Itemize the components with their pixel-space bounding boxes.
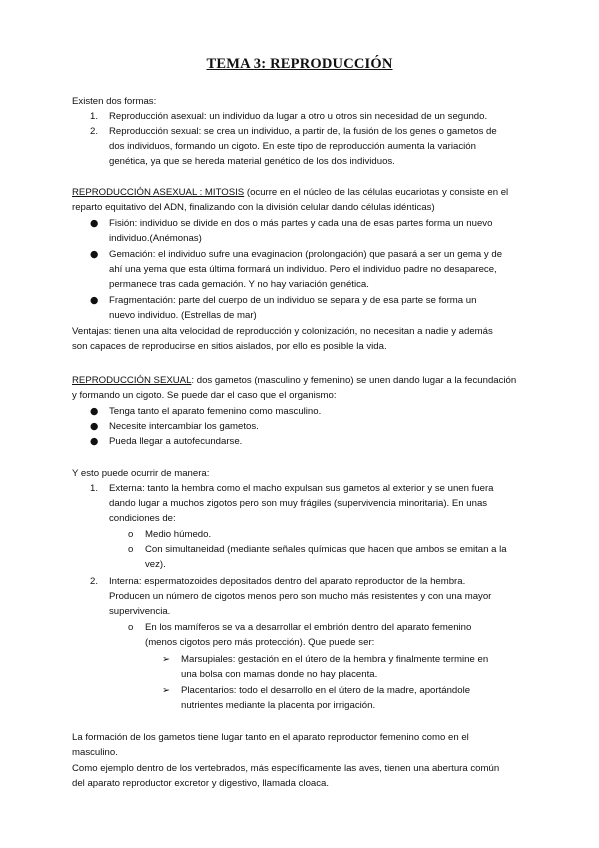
arrow-item-text: Marsupiales: gestación en el útero de la hembra y finalmente termine en	[181, 654, 489, 665]
page-title: TEMA 3: REPRODUCCIÓN	[206, 56, 393, 72]
list-item-text: supervivencia.	[109, 606, 171, 617]
paragraph-line: Como ejemplo dentro de los vertebrados, más específicamente las aves, tienen una abertura común	[72, 763, 500, 774]
bullet-text: nuevo individuo. (Estrellas de mar)	[109, 310, 257, 321]
paragraph-line: y formando un cigoto. Se puede dar el caso que el organismo:	[72, 390, 337, 401]
list-number: 2.	[90, 126, 99, 137]
bullet-text: permanece tras cada gemación. Y no hay variación genética.	[109, 279, 369, 290]
list-item-text: dos individuos, formando un cigoto. En este tipo de reproducción aumenta la variación	[109, 141, 476, 152]
bullet-text: Tenga tanto el aparato femenino como masculino.	[109, 406, 322, 417]
bullet-text: Fragmentación: parte del cuerpo de un individuo se separa y de esa parte se forma un	[109, 295, 477, 306]
bullet-icon: ●	[90, 295, 99, 306]
section-heading-line	[72, 373, 516, 388]
arrow-bullet-icon: ➢	[162, 685, 171, 696]
list-item-text: dando lugar a muchos zigotos pero son muy frágiles (supervivencia minoritaria). En unas	[109, 498, 488, 509]
list-item-text: Producen un número de cigotos menos pero son mucho más resistentes y con una mayor	[109, 591, 492, 602]
paragraph-line: Y esto puede ocurrir de manera:	[72, 468, 210, 479]
sub-item-text: En los mamíferos se va a desarrollar el embrión dentro del aparato femenino	[145, 622, 472, 633]
paragraph-line: del aparato reproductor excretor y digestivo, llamada cloaca.	[72, 778, 330, 789]
ventajas-text: Ventajas: tienen una alta velocidad de reproducción y colonización, no necesitan a nadie y además	[72, 326, 493, 337]
bullet-icon: ●	[90, 249, 99, 260]
list-number: 1.	[90, 483, 99, 494]
list-number: 2.	[90, 576, 99, 587]
circle-bullet-icon: o	[128, 622, 134, 633]
bullet-icon: ●	[90, 218, 99, 229]
list-item-text: condiciones de:	[109, 513, 176, 524]
paragraph-line: reparto equitativo del ADN, finalizando con la división celular dando células idénticas)	[72, 202, 435, 213]
bullet-text: Fisión: individuo se divide en dos o más partes y cada una de esas partes forma un nuevo	[109, 218, 493, 229]
ventajas-text: son capaces de reproducirse en sitios aislados, por ello es posible la vida.	[72, 341, 387, 352]
list-item-text: Reproducción sexual: se crea un individuo, a partir de, la fusión de los genes o gametos de	[109, 126, 497, 137]
sub-item-text: vez).	[145, 559, 166, 570]
intro-text: Existen dos formas:	[72, 96, 157, 107]
bullet-text: Gemación: el individuo sufre una evaginacion (prolongación) que pasará a ser un gema y de	[109, 249, 503, 260]
arrow-item-text: una bolsa con mamas donde no hay placenta.	[181, 669, 378, 680]
paragraph-line: masculino.	[72, 747, 118, 758]
paragraph-line: La formación de los gametos tiene lugar tanto en el aparato reproductor femenino como en el	[72, 732, 469, 743]
sub-item-text: Con simultaneidad (mediante señales químicas que hacen que ambos se emitan a la	[145, 544, 507, 555]
list-item-text: genética, ya que se hereda material genético de los dos individuos.	[109, 156, 395, 167]
arrow-bullet-icon: ➢	[162, 654, 171, 665]
section-heading-line	[72, 185, 508, 200]
asexual-heading: REPRODUCCIÓN ASEXUAL : MITOSIS	[72, 187, 245, 198]
bullet-icon: ●	[90, 421, 99, 432]
sub-item-text: Medio húmedo.	[145, 529, 212, 540]
sexual-heading: REPRODUCCIÓN SEXUAL	[72, 375, 192, 386]
bullet-icon: ●	[90, 406, 99, 417]
list-item-text: Interna: espermatozoides depositados dentro del aparato reproductor de la hembra.	[109, 576, 466, 587]
sexual-heading-rest: : dos gametos (masculino y femenino) se unen dando lugar a la fecundación	[191, 375, 517, 386]
bullet-text: individuo.(Anémonas)	[109, 233, 202, 244]
asexual-heading-rest: (ocurre en el núcleo de las células eucariotas y consiste en el	[244, 187, 509, 198]
arrow-item-text: Placentarios: todo el desarrollo en el útero de la madre, aportándole	[181, 685, 471, 696]
bullet-text: Pueda llegar a autofecundarse.	[109, 436, 243, 447]
bullet-icon: ●	[90, 436, 99, 447]
circle-bullet-icon: o	[128, 544, 134, 555]
sub-item-text: (menos cigotos pero más protección). Que puede ser:	[145, 637, 375, 648]
bullet-text: ahí una yema que esta última formará un individuo. Pero el individuo padre no desaparece,	[109, 264, 497, 275]
list-item-text: Externa: tanto la hembra como el macho expulsan sus gametos al exterior y se unen fuera	[109, 483, 494, 494]
list-number: 1.	[90, 111, 99, 122]
arrow-item-text: nutrientes mediante la placenta por irrigación.	[181, 700, 376, 711]
circle-bullet-icon: o	[128, 529, 134, 540]
list-item-text: Reproducción asexual: un individuo da lugar a otro u otros sin necesidad de un segundo.	[109, 111, 488, 122]
bullet-text: Necesite intercambiar los gametos.	[109, 421, 259, 432]
